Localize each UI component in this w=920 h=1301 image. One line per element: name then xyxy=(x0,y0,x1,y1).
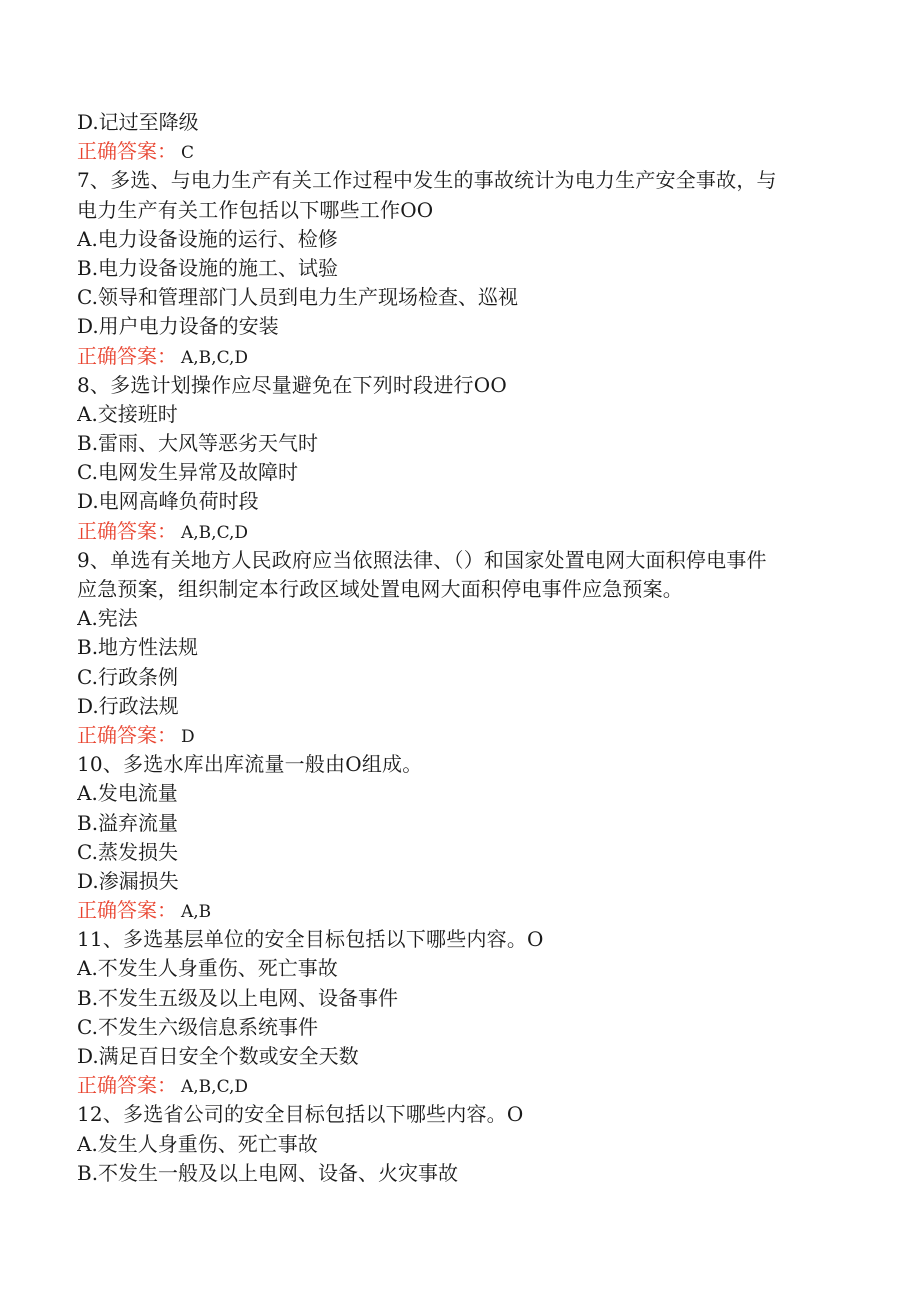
option-item: D.满足百日安全个数或安全天数 xyxy=(77,1044,359,1068)
answer-line xyxy=(77,1071,837,1100)
question-text: 12、多选省公司的安全目标包括以下哪些内容。O xyxy=(77,1102,524,1127)
answer-line xyxy=(77,896,837,925)
option-item: C.电网发生异常及故障时 xyxy=(77,460,298,485)
question-text: 10、多选水库出库流量一般由O组成。 xyxy=(77,752,423,777)
option-item: A.交接班时 xyxy=(77,401,178,426)
question-text: 应急预案，组织制定本行政区域处置电网大面积停电事件应急预案。 xyxy=(77,577,683,601)
answer-value: A,B,C,D xyxy=(181,1077,249,1098)
question-text: 7、多选、与电力生产有关工作过程中发生的事故统计为电力生产安全事故，与 xyxy=(77,168,777,193)
question-text: 电力生产有关工作包括以下哪些工作OO xyxy=(77,197,434,222)
answer-value: A,B xyxy=(181,902,212,923)
answer-line xyxy=(77,517,837,546)
answer-value: D xyxy=(181,726,195,747)
answer-label: 正确答案： xyxy=(77,139,177,164)
answer-label: 正确答案： xyxy=(77,1073,177,1098)
option-item: D.渗漏损失 xyxy=(77,868,179,893)
answer-label: 正确答案： xyxy=(77,343,177,368)
answer-label: 正确答案： xyxy=(77,898,177,923)
answer-value: C xyxy=(181,143,195,164)
option-item: C.蒸发损失 xyxy=(77,839,178,864)
option-item: A.发生人身重伤、死亡事故 xyxy=(77,1131,318,1156)
option-item: B.电力设备设施的施工、试验 xyxy=(77,255,339,280)
answer-label: 正确答案： xyxy=(77,518,177,543)
answer-value: A,B,C,D xyxy=(181,522,249,543)
answer-value: A,B,C,D xyxy=(181,347,249,368)
option-item: A.发电流量 xyxy=(77,781,178,806)
answer-line xyxy=(77,721,837,750)
option-item: D.行政法规 xyxy=(77,693,179,718)
option-item: A.电力设备设施的运行、检修 xyxy=(77,226,338,251)
option-item: D.电网高峰负荷时段 xyxy=(77,489,259,514)
option-item: C.不发生六级信息系统事件 xyxy=(77,1014,318,1039)
question-text: 11、多选基层单位的安全目标包括以下哪些内容。O xyxy=(77,927,544,952)
option-item: D.记过至降级 xyxy=(77,110,199,134)
question-text: 8、多选计划操作应尽量避免在下列时段进行OO xyxy=(77,372,507,397)
option-item: B.地方性法规 xyxy=(77,635,199,660)
option-item: B.不发生一般及以上电网、设备、火灾事故 xyxy=(77,1160,459,1185)
option-item: A.不发生人身重伤、死亡事故 xyxy=(77,956,338,981)
option-item: B.溢弃流量 xyxy=(77,810,179,835)
option-item: B.不发生五级及以上电网、设备事件 xyxy=(77,985,399,1010)
question-text: 9、单选有关地方人民政府应当依照法律、（）和国家处置电网大面积停电事件 xyxy=(77,547,767,572)
option-item: C.行政条例 xyxy=(77,664,178,689)
answer-line xyxy=(77,137,837,166)
option-item: A.宪法 xyxy=(77,606,138,631)
answer-label: 正确答案： xyxy=(77,722,177,747)
question-list xyxy=(77,108,837,1188)
option-item: B.雷雨、大风等恶劣天气时 xyxy=(77,431,319,456)
option-item: C.领导和管理部门人员到电力生产现场检查、巡视 xyxy=(77,285,518,310)
option-item: D.用户电力设备的安装 xyxy=(77,314,279,339)
answer-line xyxy=(77,342,837,371)
